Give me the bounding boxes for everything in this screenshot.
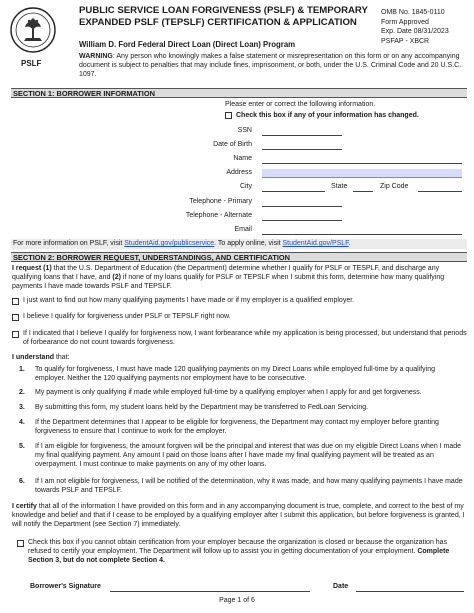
understand-heading	[12, 354, 70, 361]
request-lead: I request (1)	[12, 265, 52, 272]
address-input[interactable]	[262, 169, 462, 178]
state-label: State	[331, 183, 348, 190]
employer-closed-bold: Complete Section 3, but do not complete Section 4.	[28, 547, 450, 564]
form-title	[79, 5, 379, 28]
employer-closed-option	[17, 539, 467, 566]
option-forbearance-label: If I indicated that I believe I qualify for forgiveness now, I want forbearance while my application is being processed, but understand that periods of forbearance do not count towards forgiveness.	[23, 330, 467, 346]
section2-header: SECTION 2: BORROWER REQUEST, UNDERSTANDINGS, AND CERTIFICATION	[11, 252, 467, 262]
omb-number: OMB No. 1845-0110	[381, 9, 445, 16]
item-number: 5.	[19, 443, 25, 450]
info-changed-label: Check this box if any of your information has changed.	[236, 112, 419, 119]
understand-lead: I understand	[12, 354, 55, 361]
understand-item-1	[19, 366, 465, 384]
info-strip-suffix: .	[348, 240, 351, 247]
date-label: Date	[333, 583, 349, 590]
name-input[interactable]	[262, 155, 462, 164]
page-number: Page 1 of 6	[219, 597, 255, 604]
option-payment-count	[12, 297, 468, 306]
info-strip-middle: . To apply online, visit	[214, 240, 283, 247]
form-subtitle: William D. Ford Federal Direct Loan (Direct Loan) Program	[79, 40, 296, 49]
warning-label: WARNING	[79, 53, 113, 60]
zip-label: Zip Code	[380, 183, 409, 190]
certify-lead: I certify	[12, 503, 37, 510]
email-label: Email	[234, 226, 252, 233]
title-line-1: PUBLIC SERVICE LOAN FORGIVENESS (PSLF) & TEMPORARY	[79, 5, 368, 16]
item-number: 1.	[19, 366, 25, 373]
understand-item-6	[19, 478, 465, 496]
zip-input[interactable]	[418, 183, 462, 192]
dob-label: Date of Birth	[213, 141, 252, 148]
request-text: that the U.S. Department of Education (the Department) determine whether I qualify for PSLF or TESPLF, and discharge any qualifying loans that I have, and	[12, 265, 440, 281]
omb-meta	[381, 8, 449, 46]
section1-header: SECTION 1: BORROWER INFORMATION	[11, 88, 467, 98]
info-changed-row	[225, 112, 419, 119]
employer-closed-text: Check this box if you cannot obtain certification from your employer because the organization is closed or because the organization has refused to certify your employment. The Department will follow up to assist you in getting documentation of your employment.	[28, 539, 448, 555]
item-number: 6.	[19, 478, 25, 485]
item-number: 4.	[19, 419, 25, 426]
section1-intro: Please enter or correct the following information.	[225, 101, 376, 108]
address-label: Address	[226, 169, 252, 176]
understand-item-4	[19, 419, 465, 437]
understand-item-5	[19, 443, 465, 470]
item-number: 3.	[19, 404, 25, 411]
info-strip-prefix: For more information on PSLF, visit	[13, 240, 125, 247]
city-label: City	[239, 183, 252, 190]
understand-suffix: that:	[54, 354, 70, 361]
warning-text	[79, 52, 467, 79]
info-changed-checkbox[interactable]	[225, 112, 232, 119]
employer-closed-checkbox[interactable]	[17, 540, 24, 547]
item-text: If I am not eligible for forgiveness, I will be notified of the determination, why it was made, and how many qualifying payments I have made towards PSLF and TEPSLF.	[35, 478, 463, 494]
employer-closed-label	[28, 539, 467, 566]
item-text: By submitting this form, my student loans held by the Department may be transferred to FedLoan Servicing.	[35, 404, 369, 411]
request-lead-2: (2)	[112, 273, 121, 281]
date-input[interactable]	[356, 583, 464, 592]
title-line-2: EXPANDED PSLF (TEPSLF) CERTIFICATION & APPLICATION	[79, 16, 357, 28]
certify-text: that all of the information I have provided on this form and in any accompanying document is true, complete, and correct to the best of my knowledge and belief and that if I cease to be employed by a qualifying employer after I submit this application, but before forgiveness is granted, I will notify the Department (see Section 7) immediately.	[12, 503, 465, 528]
option-forbearance	[12, 330, 468, 348]
request-text-2: if none of my loans qualify for PSLF or TEPSLF when I submit this form, determine how many qualifying payments I have made towards PSLF and TEPSLF.	[12, 273, 445, 290]
understand-item-3	[19, 404, 465, 413]
item-text: If I am eligible for forgiveness, the amount forgiven will be the principal and interest that was due on my eligible Direct Loans when I made my final qualifying payment. Any amount I paid on those loans after I have made my final qualifying payment will be treated as an overpayment. I must continue to make payments on any of my other loans.	[35, 443, 462, 468]
option-payment-count-label: I just want to find out how many qualifying payments I have made or if my employer is a qualified employer.	[23, 297, 355, 304]
understand-item-2	[19, 389, 465, 398]
ssn-label: SSN	[237, 127, 252, 134]
signature-label: Borrower's Signature	[30, 583, 101, 590]
warning-body: : Any person who knowingly makes a false statement or misrepresentation on this form or on any accompanying document is subject to penalties that may include fines, imprisonment, or both, under the U.S. Criminal Code and 20 U.S.C. 1097.	[79, 53, 462, 78]
item-text: To qualify for forgiveness, I must have made 120 qualifying payments on my Direct Loans while employed full-time by a qualifying employer. Neither the 120 qualifying payments nor employment have to be consecutive.	[35, 366, 435, 382]
city-input[interactable]	[262, 183, 325, 192]
name-label: Name	[233, 155, 252, 162]
request-paragraph	[12, 265, 468, 292]
form-code: PSFAP - XBCR	[381, 37, 430, 45]
email-input[interactable]	[262, 226, 462, 235]
phone-primary-label: Telephone - Primary	[189, 198, 252, 205]
signature-input[interactable]	[110, 583, 310, 592]
info-strip	[11, 239, 467, 249]
item-text: If the Department determines that I appear to be eligible for forgiveness, the Department may contact my employer before granting forgiveness to ensure that I continue to work for the employer.	[35, 419, 439, 435]
option-qualify-now-label: I believe I qualify for forgiveness under PSLF or TEPSLF right now.	[23, 313, 231, 320]
option-qualify-now	[12, 313, 468, 322]
department-seal-icon	[10, 7, 56, 53]
ssn-input[interactable]	[262, 127, 342, 136]
phone-alt-label: Telephone - Alternate	[185, 212, 252, 219]
option-qualify-now-checkbox[interactable]	[12, 314, 19, 321]
dob-input[interactable]	[262, 141, 342, 150]
option-forbearance-checkbox[interactable]	[12, 331, 19, 338]
certify-paragraph	[12, 503, 468, 530]
publicservice-link[interactable]: StudentAid.gov/publicservice	[124, 240, 215, 247]
item-number: 2.	[19, 389, 25, 396]
phone-primary-input[interactable]	[262, 198, 342, 207]
form-tag: PSLF	[21, 59, 42, 68]
item-text: My payment is only qualifying if made while employed full-time by a qualifying employer when I apply for and get forgiveness.	[35, 389, 422, 396]
exp-date: Exp. Date 08/31/2023	[381, 28, 449, 36]
state-input[interactable]	[353, 183, 373, 192]
pslf-apply-link[interactable]: StudentAid.gov/PSLF	[282, 240, 349, 247]
form-approved: Form Approved	[381, 18, 429, 26]
phone-alt-input[interactable]	[262, 212, 342, 221]
option-payment-count-checkbox[interactable]	[12, 298, 19, 305]
